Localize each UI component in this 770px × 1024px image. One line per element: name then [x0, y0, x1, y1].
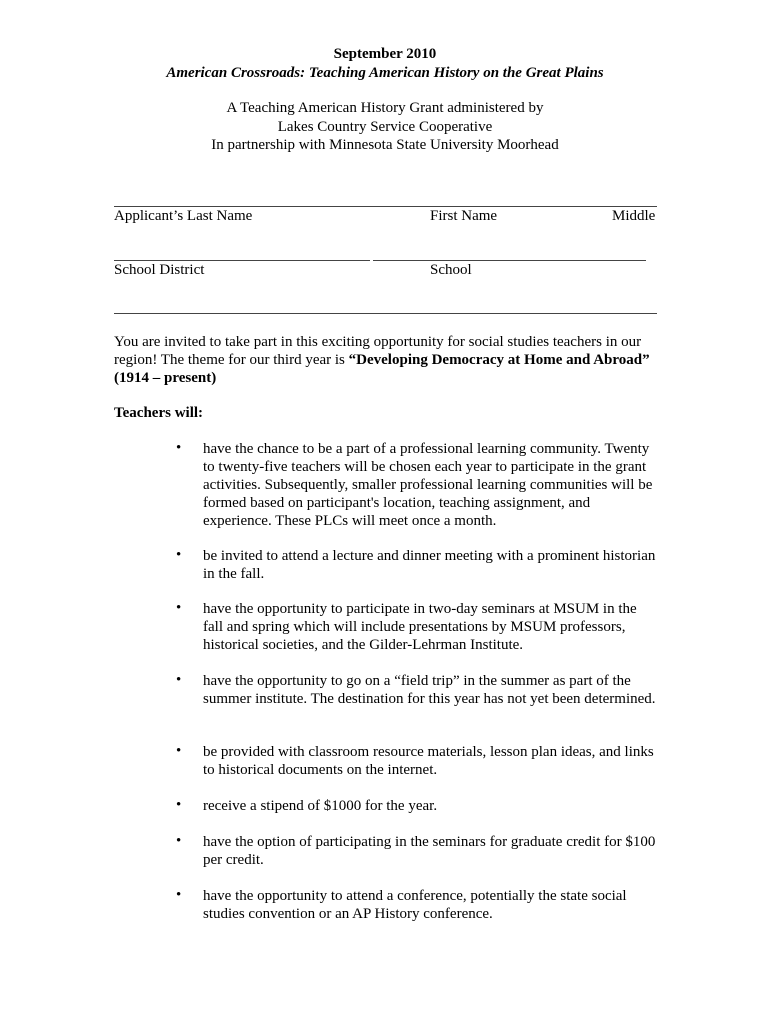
bullet-marker: • — [176, 440, 182, 456]
school-district-field-line[interactable] — [114, 260, 370, 261]
school-label: School — [430, 262, 472, 278]
intro-theme: “Developing Democracy at Home and Abroad” (1914 – present) — [114, 352, 650, 386]
list-item: have the option of participating in the seminars for graduate credit for $100 per credit. — [203, 834, 656, 868]
last-name-label: Applicant’s Last Name — [114, 208, 253, 224]
list-item: have the chance to be a part of a professional learning community. Twenty to twenty-five teachers will be chosen each year to participate in the grant activities. Subsequently, smaller professional learning communities will be formed based on participant's location, teaching assignment, and experience. These PLCs will meet once a month. — [203, 441, 653, 529]
bullet-marker: • — [176, 743, 182, 759]
document-date: September 2010 — [333, 46, 437, 62]
partnership-line: In partnership with Minnesota State University Moorhead — [211, 137, 559, 153]
middle-name-label: Middle — [612, 208, 656, 224]
school-field-line[interactable] — [373, 260, 646, 261]
grant-line: A Teaching American History Grant administered by — [226, 100, 544, 116]
bullet-marker: • — [176, 547, 182, 563]
school-district-label: School District — [114, 262, 205, 278]
first-name-label: First Name — [430, 208, 498, 224]
intro-text: You are invited to take part in this exciting opportunity for social studies teachers in our region! The theme for our third year is — [114, 334, 642, 368]
list-item: have the opportunity to attend a conference, potentially the state social studies convention or an AP History conference. — [203, 888, 627, 922]
name-field-line[interactable] — [114, 206, 657, 207]
program-title: American Crossroads: Teaching American History on the Great Plains — [166, 65, 604, 81]
bullet-marker: • — [176, 797, 182, 813]
list-item: be invited to attend a lecture and dinner meeting with a prominent historian in the fall. — [203, 548, 656, 582]
bullet-marker: • — [176, 672, 182, 688]
list-item: be provided with classroom resource materials, lesson plan ideas, and links to historical documents on the internet. — [203, 744, 654, 778]
list-item: have the opportunity to participate in two-day seminars at MSUM in the fall and spring which will include presentations by MSUM professors, historical societies, and the Gilder-Lehrman Institute. — [203, 601, 637, 653]
administrator-line: Lakes Country Service Cooperative — [277, 119, 493, 135]
list-item: have the opportunity to go on a “field trip” in the summer as part of the summer institute. The destination for this year has not yet been determined. — [203, 673, 656, 707]
list-item: receive a stipend of $1000 for the year. — [203, 798, 438, 814]
bullet-marker: • — [176, 833, 182, 849]
separator-rule — [114, 313, 657, 314]
teachers-heading: Teachers will: — [114, 405, 204, 421]
intro-paragraph — [114, 333, 660, 387]
bullet-marker: • — [176, 600, 182, 616]
bullet-marker: • — [176, 887, 182, 903]
